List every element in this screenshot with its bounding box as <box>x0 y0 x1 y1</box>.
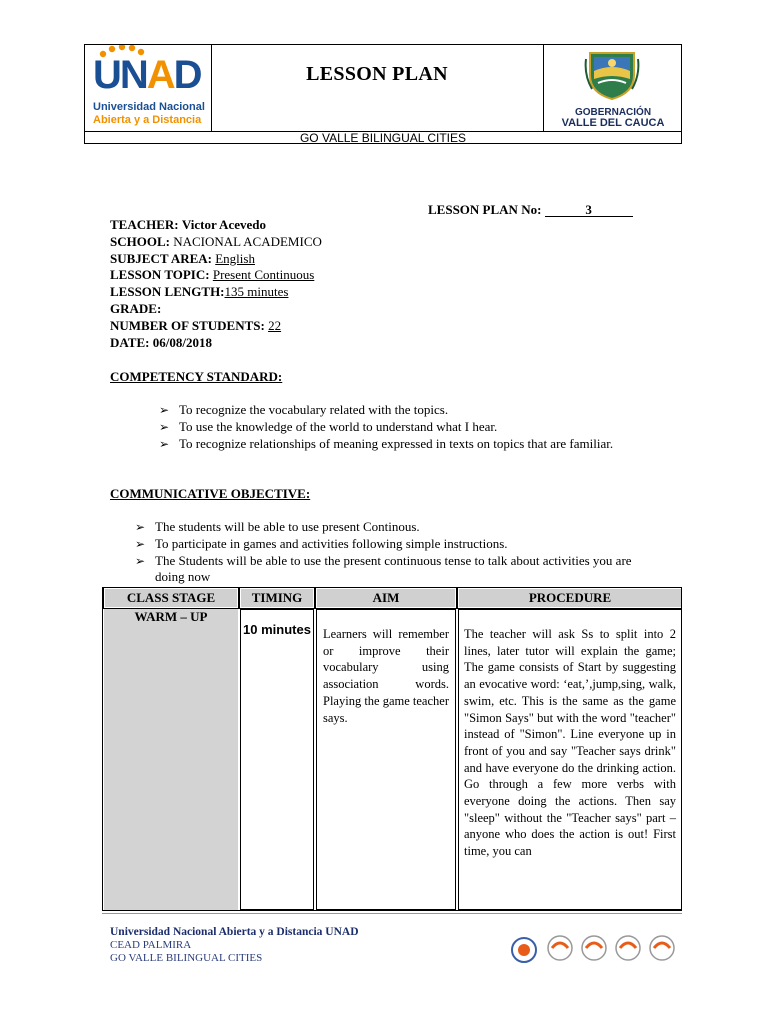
table-cell-timing <box>240 609 314 910</box>
school-row <box>110 234 322 251</box>
timing-value: 10 minutes <box>243 622 311 637</box>
topic-row <box>110 267 322 284</box>
school-label: SCHOOL: <box>110 233 170 249</box>
competency-list <box>159 402 659 452</box>
length-value: 135 minutes <box>224 284 289 300</box>
list-item: ➢ To participate in games and activities following simple instructions. <box>135 535 508 551</box>
unad-logo-line2: Abierta y a Distancia <box>93 114 202 126</box>
arrow-bullet-icon: ➢ <box>135 520 146 534</box>
arrow-bullet-icon: ➢ <box>135 553 146 568</box>
aim-value: Learners will remember or improve their vocabulary using association words. Playing the game teacher says. <box>323 627 449 725</box>
header-table <box>84 44 682 144</box>
list-item: ➢ To recognize relationships of meaning expressed in texts on topics that are familiar. <box>159 435 614 451</box>
arrow-bullet-icon: ➢ <box>159 403 170 417</box>
list-item: ➢ To recognize the vocabulary related with the topics. <box>159 402 449 417</box>
table-header-class-stage: CLASS STAGE <box>104 588 238 608</box>
length-label: LESSON LENGTH: <box>110 284 225 300</box>
students-label: NUMBER OF STUDENTS: <box>110 317 265 333</box>
teacher-row <box>110 217 322 234</box>
table-header-procedure: PROCEDURE <box>458 588 682 608</box>
gobernacion-logo <box>543 45 682 131</box>
list-item: ➢ The Students will be able to use the present continuous tense to talk about activities you are doing now <box>135 552 632 585</box>
lesson-plan-number <box>428 202 633 218</box>
certification-seals-icon <box>510 930 682 970</box>
grade-label: GRADE: <box>110 300 162 316</box>
school-value: NACIONAL ACADEMICO <box>173 233 322 249</box>
objective-list <box>135 519 635 586</box>
objective-heading: COMMUNICATIVE OBJECTIVE: <box>110 486 311 501</box>
students-value: 22 <box>268 317 282 333</box>
table-cell-aim <box>316 609 456 910</box>
unad-logo <box>85 45 212 131</box>
lesson-plan-number-label: LESSON PLAN No: <box>428 202 542 217</box>
date-label: DATE: 06/08/2018 <box>110 334 212 350</box>
grade-row <box>110 301 322 318</box>
table-header-timing: TIMING <box>240 588 314 608</box>
date-row <box>110 335 322 352</box>
unad-logo-line1: Universidad Nacional <box>93 101 205 113</box>
subject-value: English <box>215 250 255 266</box>
arrow-bullet-icon: ➢ <box>159 436 170 451</box>
competency-heading: COMPETENCY STANDARD: <box>110 369 283 384</box>
lesson-info <box>110 217 322 351</box>
footer-campus: CEAD PALMIRA <box>110 939 192 951</box>
list-item: ➢ To use the knowledge of the world to understand what I hear. <box>159 418 498 434</box>
topic-label: LESSON TOPIC: <box>110 267 210 283</box>
footer-divider <box>102 913 682 914</box>
procedure-value: The teacher will ask Ss to split into 2 lines, later tutor will explain the game; The game consists of Start by suggesting an evocative word: ‘eat,’,jump,sing, walk, swim, etc. This is the same as the game "Simon Says" but with the word "teacher" instead of "Simon". Line everyone up in front of you and say "Teacher says drink" and have everyone do the drinking action. Go through a few more verbs with everyone doing the actions. Then say "sleep" without the "Teacher says" part – anyone who does the action is out! First time, you can <box>464 627 676 859</box>
arrow-bullet-icon: ➢ <box>135 536 146 551</box>
coat-of-arms-icon <box>584 49 640 101</box>
list-item: ➢ The students will be able to use present Continous. <box>135 519 420 534</box>
gov-line2: VALLE DEL CAUCA <box>561 117 665 129</box>
arrow-bullet-icon: ➢ <box>159 419 170 434</box>
students-row <box>110 318 322 335</box>
table-cell-stage <box>104 609 238 910</box>
footer-program: GO VALLE BILINGUAL CITIES <box>110 952 263 964</box>
table-cell-procedure <box>458 609 682 910</box>
gov-line1: GOBERNACIÓN <box>574 107 652 118</box>
document-subtitle: GO VALLE BILINGUAL CITIES <box>299 131 467 145</box>
subject-row <box>110 251 322 268</box>
teacher-value: Victor Acevedo <box>181 217 266 232</box>
length-row <box>110 284 322 301</box>
stage-value: WARM – UP <box>134 609 208 624</box>
table-header-aim: AIM <box>316 588 456 608</box>
title-cell <box>211 45 543 131</box>
subtitle-cell <box>85 131 681 145</box>
topic-value: Present Continuous <box>212 267 315 283</box>
unad-logo-word: UNAD <box>93 53 201 97</box>
subject-label: SUBJECT AREA: <box>110 250 212 266</box>
lesson-plan-number-value: 3 <box>545 203 633 217</box>
lesson-stage-table <box>102 587 682 911</box>
footer-university: Universidad Nacional Abierta y a Distancia UNAD <box>110 926 359 938</box>
teacher-label: TEACHER: <box>110 217 179 232</box>
document-title: LESSON PLAN <box>306 63 448 85</box>
